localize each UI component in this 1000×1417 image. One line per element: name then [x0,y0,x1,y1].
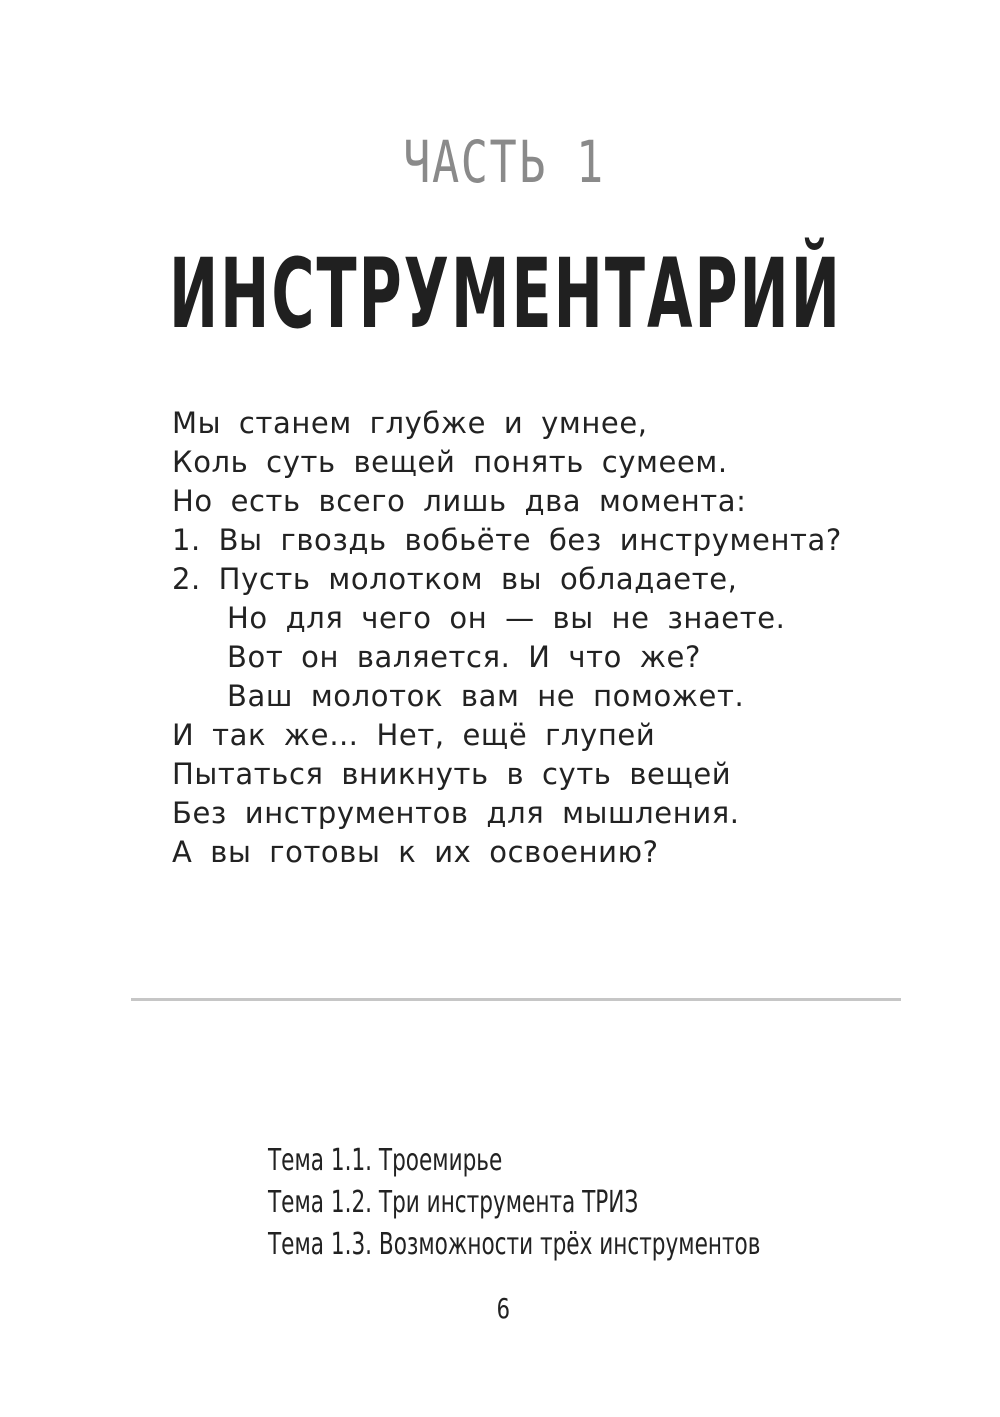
chapter-title: ИНСТРУМЕНТАРИЙ [168,238,842,350]
toc-item-topic-1-1: Тема 1.1. Троемирье [268,1143,503,1178]
poem-line: Но для чего он — вы не знаете. [227,601,786,635]
poem-line: Ваш молоток вам не поможет. [227,679,745,713]
page-number: 6 [496,1292,511,1325]
poem-line: 1. Вы гвоздь вобьёте без инструмента? [172,523,842,557]
part-label: ЧАСТЬ 1 [403,128,605,196]
poem-line: И так же… Нет, ещё глупей [172,718,656,752]
poem-line: 2. Пусть молотком вы обладаете, [172,562,738,596]
section-divider [131,998,901,1001]
toc-item-topic-1-2: Тема 1.2. Три инструмента ТРИЗ [268,1185,639,1220]
table-of-contents [268,1140,780,1266]
poem-line: А вы готовы к их освоению? [172,835,659,869]
poem-line: Без инструментов для мышления. [172,796,740,830]
poem-line: Вот он валяется. И что же? [227,640,701,674]
poem-line: Пытаться вникнуть в суть вещей [172,757,732,791]
epigraph-poem [172,404,892,872]
toc-item-topic-1-3: Тема 1.3. Возможности трёх инструментов [268,1227,761,1262]
poem-line: Но есть всего лишь два момента: [172,484,747,518]
poem-line: Мы станем глубже и умнее, [172,406,648,440]
poem-line: Коль суть вещей понять сумеем. [172,445,728,479]
